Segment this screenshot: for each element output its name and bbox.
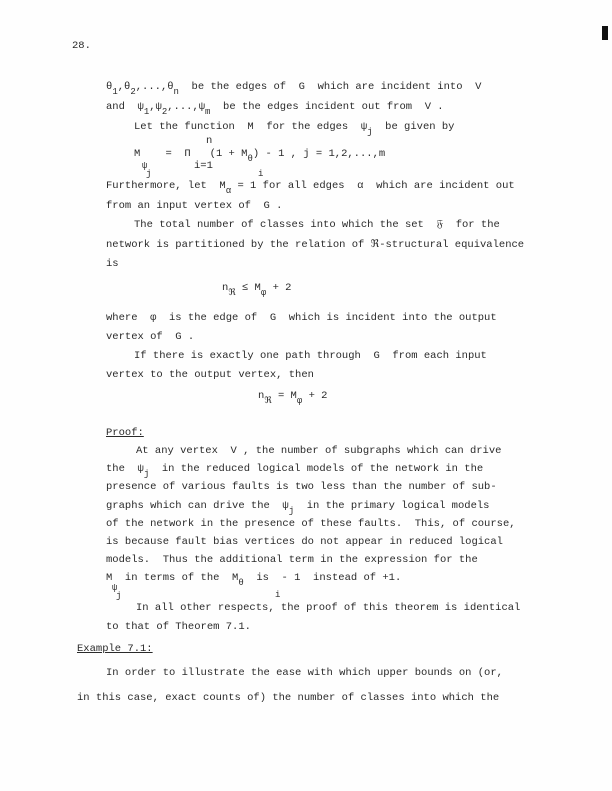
formula-exact: nℜ = Mφ + 2	[258, 390, 328, 406]
proof-line-10: to that of Theorem 7.1.	[106, 621, 251, 633]
scan-corner-mark	[602, 26, 608, 40]
line-edges-incident-into: θ1,θ2,...,θn be the edges of G which are incident into V	[106, 81, 482, 97]
proof-line-3: presence of various faults is two less than the number of sub-	[106, 481, 497, 493]
line-total-number: The total number of classes into which the set 𝔉 for the	[134, 219, 500, 231]
proof-line-2: the ψj in the reduced logical models of the network in the	[106, 463, 484, 479]
proof-line-9: In all other respects, the proof of this theorem is identical	[136, 602, 521, 614]
line-input-vertex: from an input vertex of G .	[106, 200, 283, 212]
proof-line-1: At any vertex V , the number of subgraphs which can drive	[136, 445, 502, 457]
example-line-2: in this case, exact counts of) the number of classes into which the	[77, 692, 500, 704]
line-exactly-one-path: If there is exactly one path through G from each input	[134, 350, 487, 362]
line-network-partitioned: network is partitioned by the relation of ℜ-structural equivalence	[106, 239, 525, 251]
line-is: is	[106, 258, 119, 270]
line-where-phi: where φ is the edge of G which is incident into the output	[106, 312, 497, 324]
proof-line-4: graphs which can drive the ψj in the primary logical models	[106, 500, 490, 516]
proof-line-6: is because fault bias vertices do not appear in reduced logical	[106, 536, 503, 548]
proof-line-7: models. Thus the additional term in the expression for the	[106, 554, 478, 566]
line-vertex-of-g: vertex of G .	[106, 331, 195, 343]
line-to-output-vertex: vertex to the output vertex, then	[106, 369, 314, 381]
proof-line-5: of the network in the presence of these faults. This, of course,	[106, 518, 516, 530]
line-edges-incident-out: and ψ1,ψ2,...,ψm be the edges incident out from V .	[106, 101, 444, 117]
line-let-function: Let the function M for the edges ψj be given by	[134, 121, 455, 137]
page-number: 28.	[72, 40, 91, 52]
line-furthermore: Furthermore, let Mα = 1 for all edges α which are incident out	[106, 180, 515, 196]
proof-heading: Proof:	[106, 427, 144, 439]
example-heading: Example 7.1:	[77, 643, 153, 655]
example-line-1: In order to illustrate the ease with which upper bounds on (or,	[106, 667, 503, 679]
formula-bound: nℜ ≤ Mφ + 2	[222, 282, 292, 298]
